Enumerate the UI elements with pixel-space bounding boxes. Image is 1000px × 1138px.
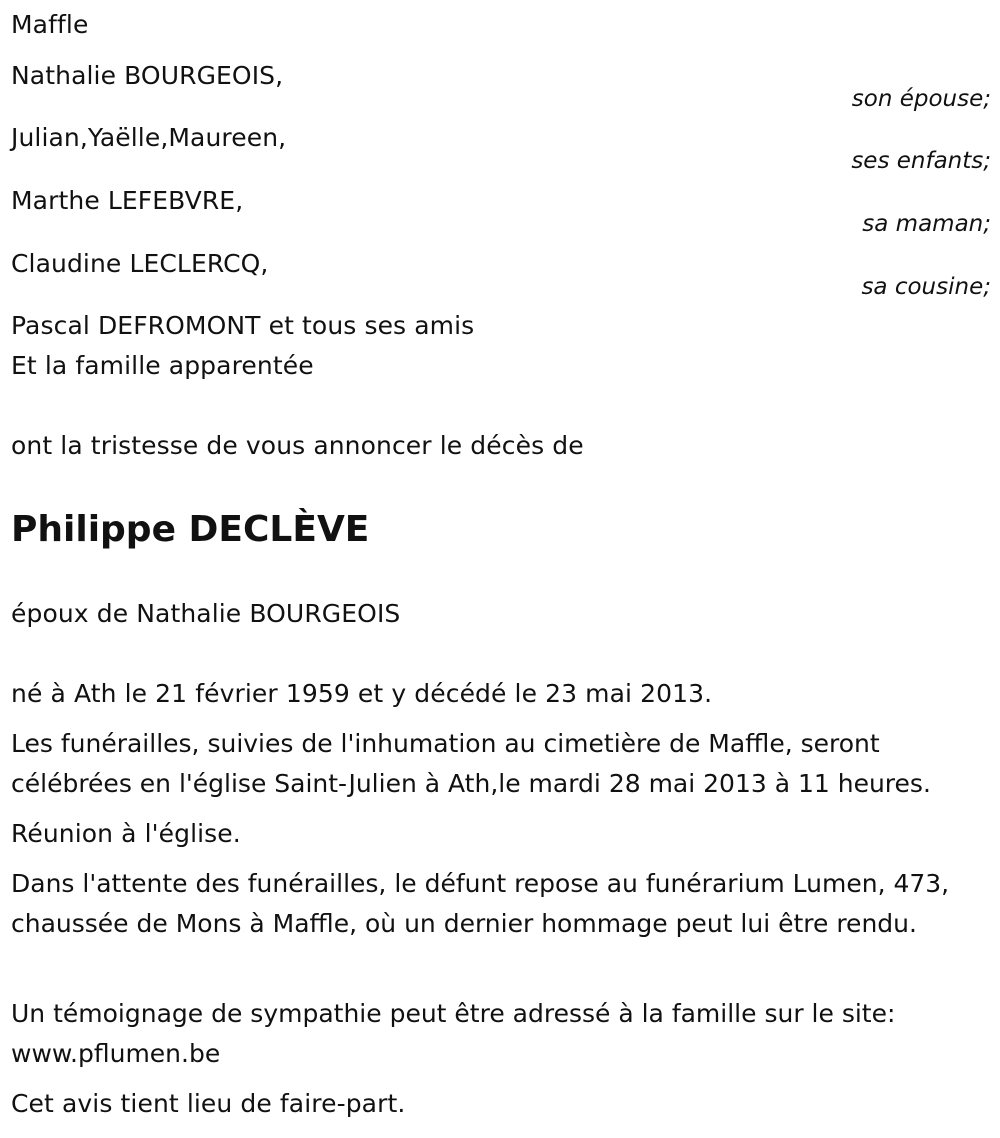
announcement-text: ont la tristesse de vous annoncer le décès de bbox=[11, 431, 584, 460]
family-member-role: ses enfants; bbox=[851, 148, 991, 174]
friends-line: Pascal DEFROMONT et tous ses amis bbox=[11, 311, 475, 340]
locality: Maffle bbox=[11, 10, 89, 39]
obituary-notice bbox=[11, 0, 991, 1138]
viewing-text: Dans l'attente des funérailles, le défunt repose au funérarium Lumen, 473, chaussée de Mons à Maffle, où un dernier hommage peut lui être rendu. bbox=[11, 869, 950, 938]
meeting-text: Réunion à l'église. bbox=[11, 819, 241, 848]
funeral-details-text: Les funérailles, suivies de l'inhumation au cimetière de Maffle, seront célébrées en l'église Saint-Julien à Ath,le mardi 28 mai 2013 à 11 heures. bbox=[11, 729, 931, 798]
family-member-role: sa maman; bbox=[862, 211, 991, 237]
birth-death-text: né à Ath le 21 février 1959 et y décédé le 23 mai 2013. bbox=[11, 679, 713, 708]
family-member-name: Claudine LECLERCQ, bbox=[11, 249, 269, 278]
condolences-text: Un témoignage de sympathie peut être adressé à la famille sur le site: www.pflumen.be bbox=[11, 999, 896, 1068]
deceased-name: Philippe DECLÈVE bbox=[11, 509, 370, 550]
family-member-name: Julian,Yaëlle,Maureen, bbox=[11, 123, 287, 152]
family-member-role: sa cousine; bbox=[861, 274, 991, 300]
notice-text: Cet avis tient lieu de faire-part. bbox=[11, 1089, 406, 1118]
extended-family-line: Et la famille apparentée bbox=[11, 351, 314, 380]
family-member-name: Marthe LEFEBVRE, bbox=[11, 186, 244, 215]
spouse-of-text: époux de Nathalie BOURGEOIS bbox=[11, 599, 401, 628]
family-member-name: Nathalie BOURGEOIS, bbox=[11, 61, 284, 90]
family-member-role: son épouse; bbox=[851, 86, 991, 112]
